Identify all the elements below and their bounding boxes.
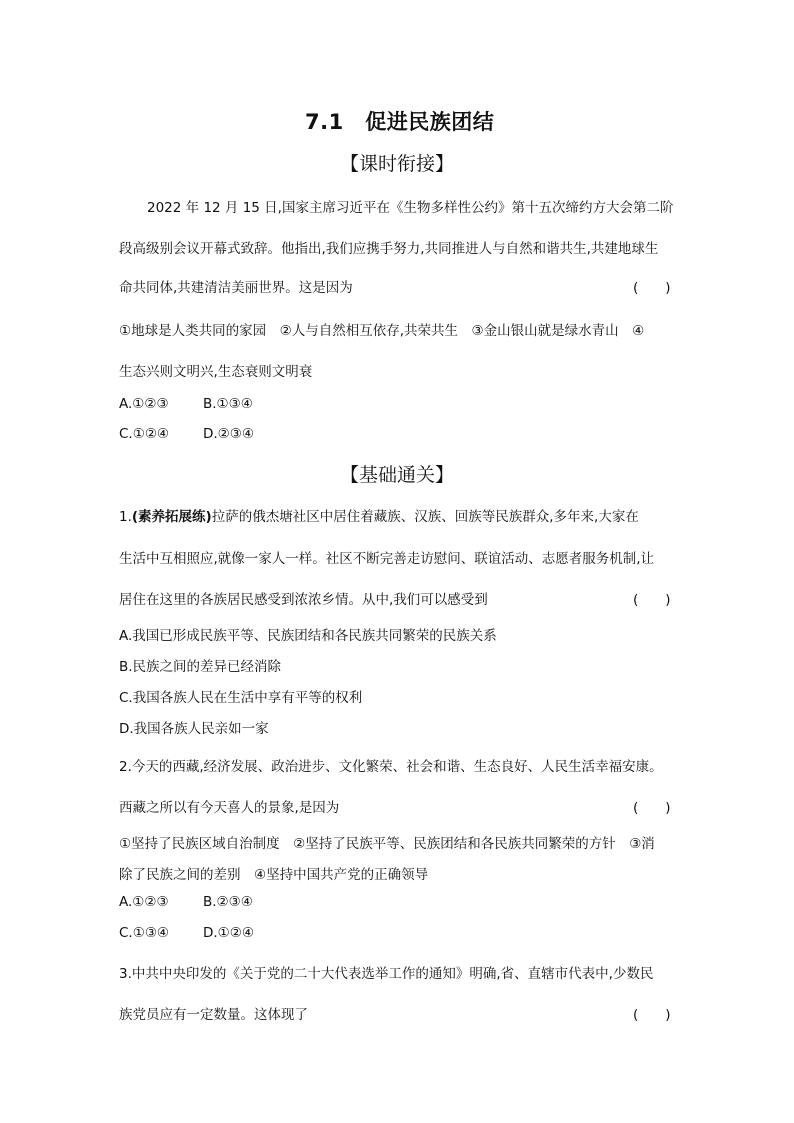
answer-paren: ( ) xyxy=(633,800,671,816)
intro-line-2: 段高级别会议开幕式致辞。他指出,我们应携手努力,共同推进人与自然和谐共生,共建地球生 xyxy=(119,241,659,257)
answer-paren: ( ) xyxy=(633,1007,671,1023)
q1-tag: (素养拓展练) xyxy=(131,509,212,525)
q1-option-b: B.民族之间的差异已经消除 xyxy=(119,659,282,675)
q2-option-d: D.①②④ xyxy=(203,925,254,941)
option-c: C.①②④ xyxy=(119,426,170,442)
q2-statements-line-1: ①坚持了民族区域自治制度 ②坚持了民族平等、民族团结和各民族共同繁荣的方针 ③消 xyxy=(119,836,655,852)
q2-line-2: 西藏之所以有今天喜人的景象,是因为 xyxy=(119,800,340,816)
option-a: A.①②③ xyxy=(119,396,169,412)
q2-option-a: A.①②③ xyxy=(119,894,169,910)
q3-line-2: 族党员应有一定数量。这体现了 xyxy=(119,1007,308,1023)
section-heading-link: 【课时衔接】 xyxy=(340,153,455,175)
q1-option-a: A.我国已形成民族平等、民族团结和各民族共同繁荣的民族关系 xyxy=(119,628,497,644)
option-b: B.①③④ xyxy=(203,396,253,412)
intro-line-3: 命共同体,共建清洁美丽世界。这是因为 xyxy=(119,280,353,296)
q1-option-d: D.我国各族人民亲如一家 xyxy=(119,721,269,737)
q1-line-3: 居住在这里的各族居民感受到浓浓乡情。从中,我们可以感受到 xyxy=(119,592,488,608)
q1-text: 拉萨的俄杰塘社区中居住着藏族、汉族、回族等民族群众,多年来,大家在 xyxy=(211,509,639,525)
q2-option-c: C.①③④ xyxy=(119,925,170,941)
intro-statements-line-1: ①地球是人类共同的家园 ②人与自然相互依存,共荣共生 ③金山银山就是绿水青山 ④ xyxy=(119,323,645,339)
q2-option-b: B.②③④ xyxy=(203,894,253,910)
page-title: 7.1 促进民族团结 xyxy=(305,110,495,134)
q1-line-1 xyxy=(119,505,639,525)
q2-line-1: 2.今天的西藏,经济发展、政治进步、文化繁荣、社会和谐、生态良好、人民生活幸福安康。 xyxy=(119,759,663,775)
section-heading-basic: 【基础通关】 xyxy=(340,464,455,486)
q3-line-1: 3.中共中央印发的《关于党的二十大代表选举工作的通知》明确,省、直辖市代表中,少数民 xyxy=(119,966,654,982)
q1-option-c: C.我国各族人民在生活中享有平等的权利 xyxy=(119,690,363,706)
q1-line-2: 生活中互相照应,就像一家人一样。社区不断完善走访慰问、联谊活动、志愿者服务机制,让 xyxy=(119,551,655,567)
q2-statements-line-2: 除了民族之间的差别 ④坚持中国共产党的正确领导 xyxy=(119,867,429,883)
q1-number: 1. xyxy=(119,509,132,525)
answer-paren: ( ) xyxy=(633,280,671,296)
option-d: D.②③④ xyxy=(203,426,254,442)
intro-statements-line-2: 生态兴则文明兴,生态衰则文明衰 xyxy=(119,364,313,380)
answer-paren: ( ) xyxy=(633,592,671,608)
intro-line-1: 2022 年 12 月 15 日,国家主席习近平在《生物多样性公约》第十五次缔约方大会第二阶 xyxy=(147,200,674,216)
